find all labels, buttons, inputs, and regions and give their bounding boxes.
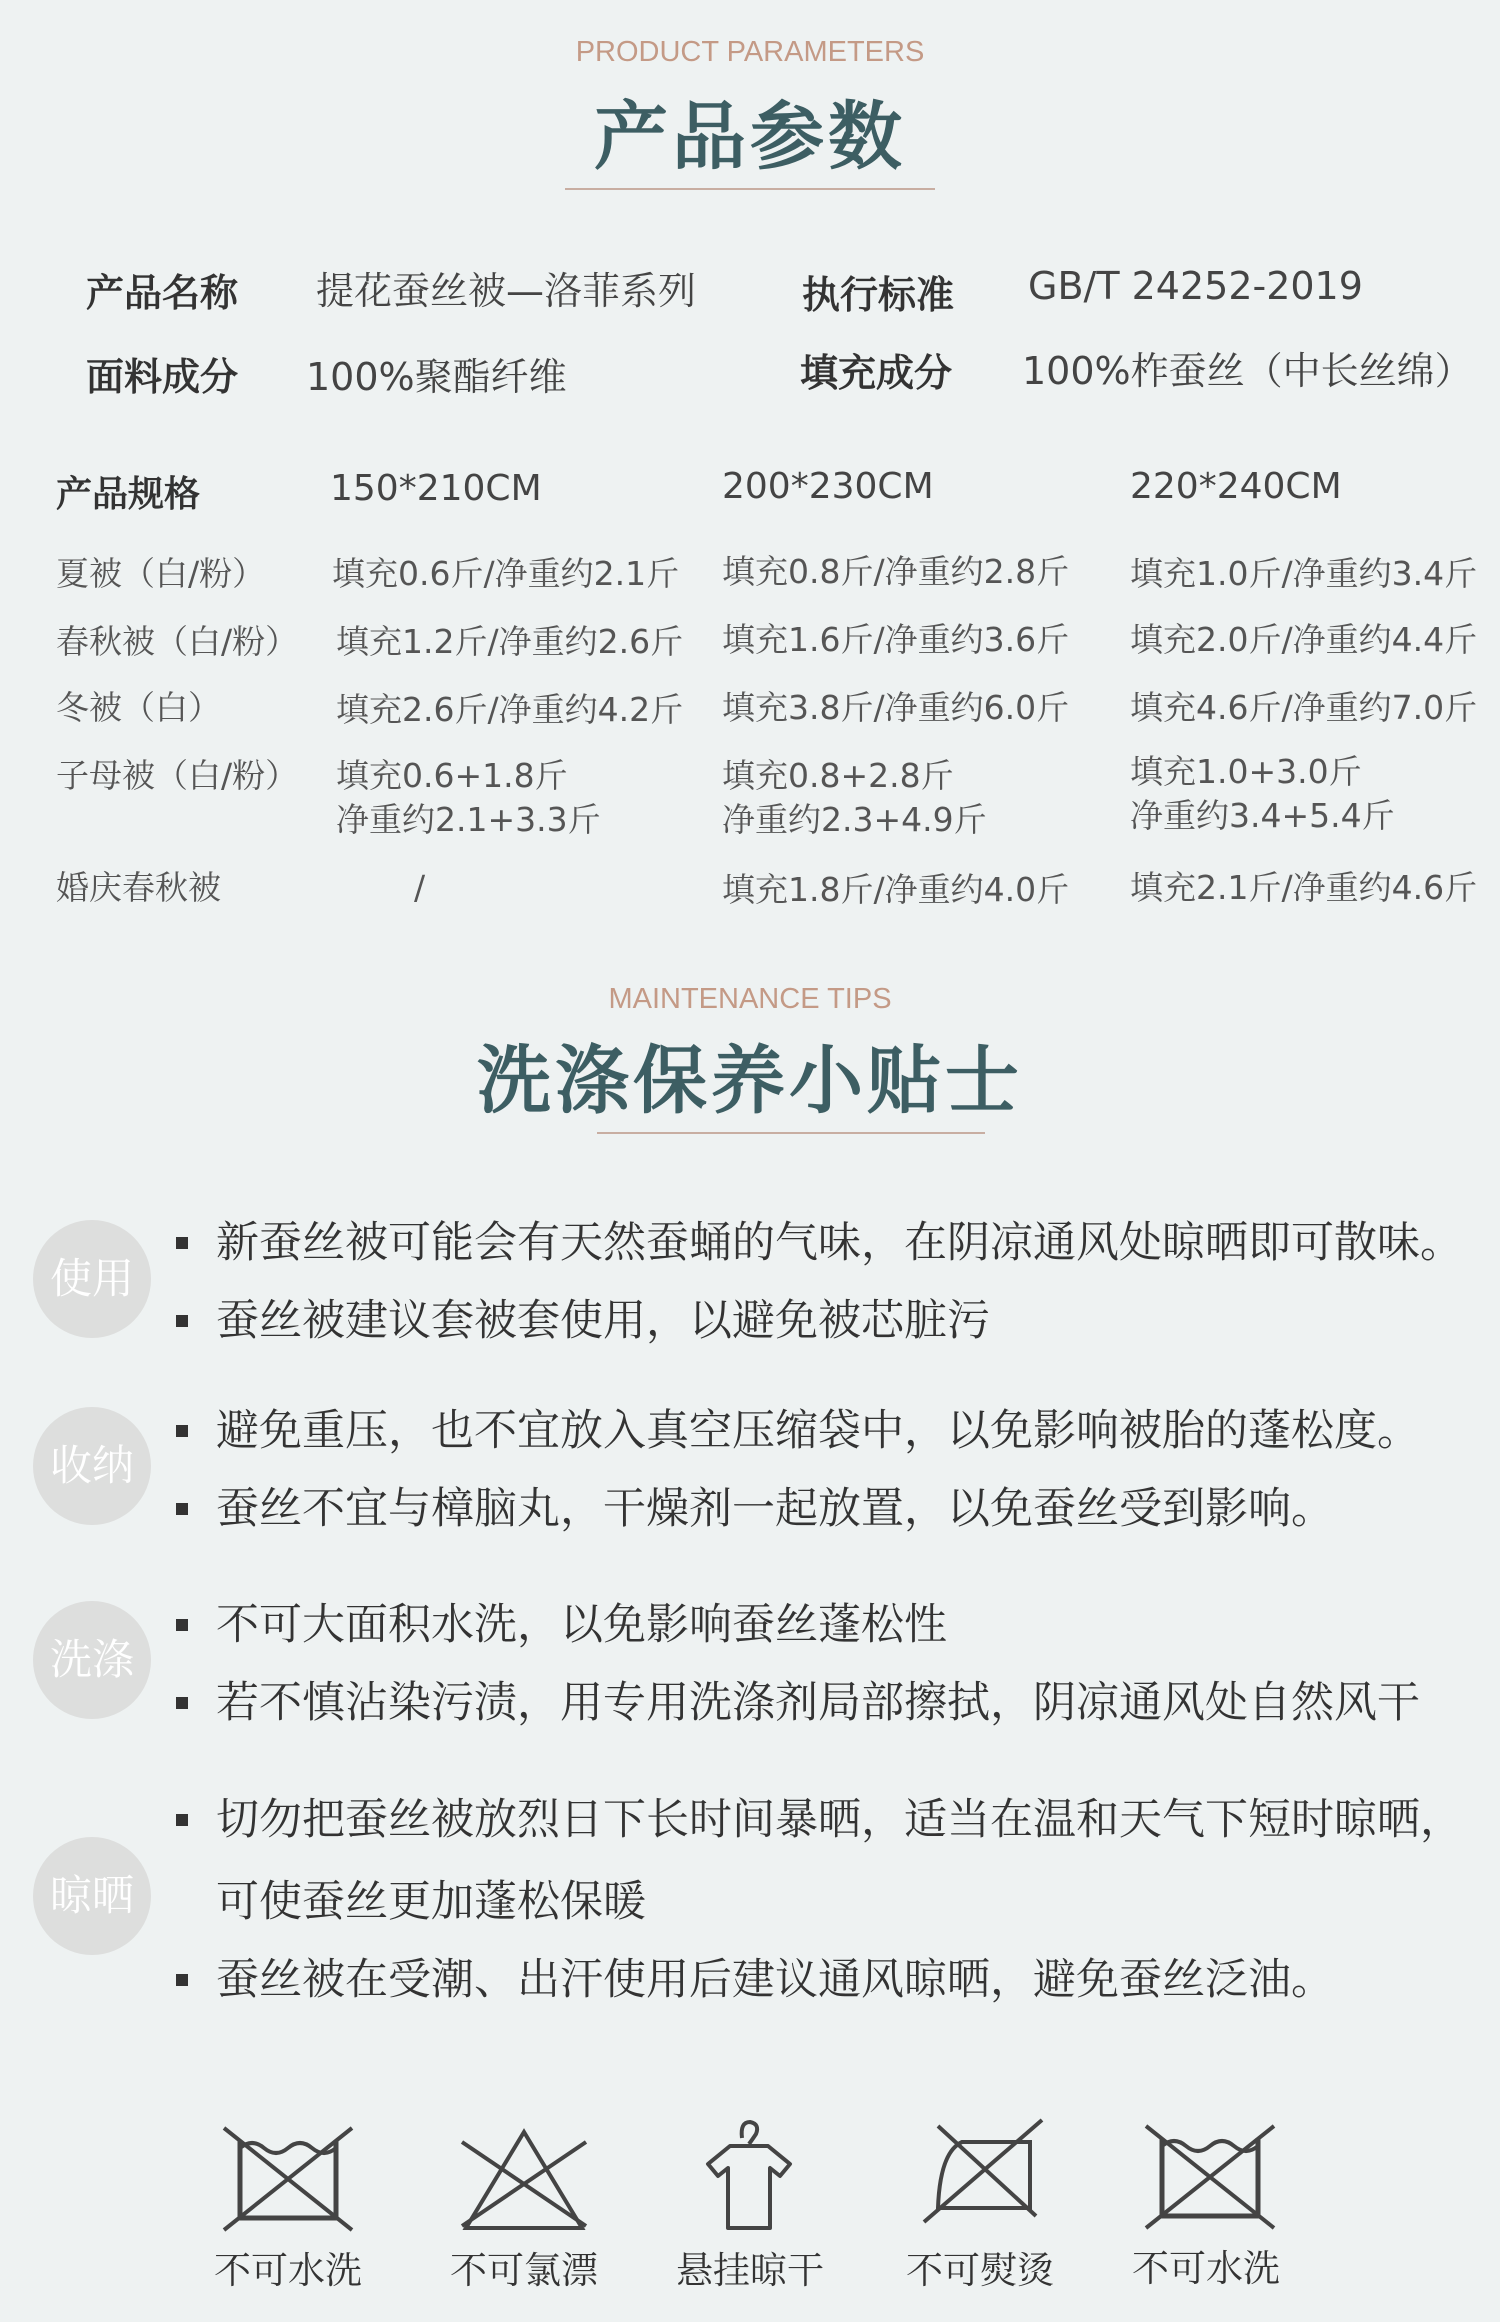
no-wash-icon <box>218 2118 358 2238</box>
care-label: 不可氯漂 <box>450 2249 598 2292</box>
bullet-marker <box>176 1814 188 1826</box>
product-name-value: 提花蚕丝被—洛菲系列 <box>316 269 697 313</box>
filling-value: 100%柞蚕丝（中长丝绵） <box>1022 349 1473 393</box>
spec-cell: 净重约2.1+3.3斤 <box>336 800 601 839</box>
spec-row-name: 冬被（白） <box>56 688 221 727</box>
spec-cell: 填充4.6斤/净重约7.0斤 <box>1130 688 1478 727</box>
bullet-marker <box>176 1315 188 1327</box>
care-label: 不可水洗 <box>214 2249 362 2292</box>
spec-cell: 填充2.0斤/净重约4.4斤 <box>1130 620 1478 659</box>
spec-cell: 填充0.6斤/净重约2.1斤 <box>332 554 680 593</box>
tip-category-badge: 晾晒 <box>33 1837 151 1955</box>
spec-cell: / <box>414 868 426 907</box>
tip-text: 蚕丝不宜与樟脑丸，干燥剂一起放置，以免蚕丝受到影响。 <box>216 1484 1334 1534</box>
standard-value: GB/T 24252-2019 <box>1028 264 1363 308</box>
tip-category-badge: 洗涤 <box>33 1601 151 1719</box>
tips-title: 洗涤保养小贴士 <box>477 1038 1023 1124</box>
spec-cell: 净重约2.3+4.9斤 <box>722 800 987 839</box>
standard-label: 执行标准 <box>802 273 955 317</box>
fabric-value: 100%聚酯纤维 <box>306 355 567 399</box>
tip-text: 蚕丝被建议套被套使用，以避免被芯脏污 <box>216 1296 990 1346</box>
tip-text: 若不慎沾染污渍，用专用洗涤剂局部擦拭，阴凉通风处自然风干 <box>216 1678 1420 1728</box>
tip-category-badge: 收纳 <box>33 1407 151 1525</box>
bullet-marker <box>176 1697 188 1709</box>
tips-title-divider <box>597 1132 985 1134</box>
tip-text: 新蚕丝被可能会有天然蚕蛹的气味，在阴凉通风处晾晒即可散味。 <box>216 1218 1463 1268</box>
hang-dry-icon <box>694 2116 804 2236</box>
no-wash-icon <box>1140 2116 1280 2236</box>
bullet-marker <box>176 1425 188 1437</box>
spec-cell: 填充3.8斤/净重约6.0斤 <box>722 688 1070 727</box>
spec-cell: 填充1.0+3.0斤 <box>1130 752 1362 791</box>
no-iron-icon <box>918 2112 1048 2232</box>
spec-size: 200*230CM <box>722 466 934 507</box>
spec-cell: 填充2.1斤/净重约4.6斤 <box>1130 868 1478 907</box>
params-title: 产品参数 <box>594 94 906 180</box>
care-label: 不可熨烫 <box>906 2249 1054 2292</box>
filling-label: 填充成分 <box>800 351 953 395</box>
tip-text: 不可大面积水洗，以免影响蚕丝蓬松性 <box>216 1600 947 1650</box>
spec-cell: 填充1.0斤/净重约3.4斤 <box>1130 554 1478 593</box>
bullet-marker <box>176 1974 188 1986</box>
product-name-label: 产品名称 <box>86 271 239 315</box>
bullet-marker <box>176 1619 188 1631</box>
spec-cell: 填充0.8斤/净重约2.8斤 <box>722 552 1070 591</box>
spec-size: 220*240CM <box>1130 466 1342 507</box>
care-label: 悬挂晾干 <box>676 2249 824 2292</box>
care-label: 不可水洗 <box>1132 2247 1280 2290</box>
tip-text: 蚕丝被在受潮、出汗使用后建议通风晾晒，避免蚕丝泛油。 <box>216 1955 1334 2005</box>
spec-head: 产品规格 <box>56 474 201 515</box>
spec-cell: 填充1.8斤/净重约4.0斤 <box>722 870 1070 909</box>
spec-cell: 填充1.2斤/净重约2.6斤 <box>336 622 684 661</box>
bullet-marker <box>176 1237 188 1249</box>
spec-cell: 填充0.8+2.8斤 <box>722 756 954 795</box>
spec-row-name: 春秋被（白/粉） <box>56 622 299 661</box>
params-title-divider <box>565 188 935 190</box>
spec-size: 150*210CM <box>330 468 542 509</box>
bullet-marker <box>176 1503 188 1515</box>
spec-cell: 填充2.6斤/净重约4.2斤 <box>336 690 684 729</box>
params-en-title: PRODUCT PARAMETERS <box>575 36 925 68</box>
spec-cell: 填充1.6斤/净重约3.6斤 <box>722 620 1070 659</box>
spec-cell: 净重约3.4+5.4斤 <box>1130 796 1395 835</box>
no-bleach-icon <box>454 2124 594 2239</box>
spec-row-name: 夏被（白/粉） <box>56 554 266 593</box>
fabric-label: 面料成分 <box>86 355 239 399</box>
tip-text: 避免重压，也不宜放入真空压缩袋中，以免影响被胎的蓬松度。 <box>216 1406 1420 1456</box>
spec-row-name: 子母被（白/粉） <box>56 756 299 795</box>
spec-row-name: 婚庆春秋被 <box>56 868 221 907</box>
tip-text: 切勿把蚕丝被放烈日下长时间暴晒，适当在温和天气下短时晾晒， <box>216 1795 1463 1845</box>
tips-en-title: MAINTENANCE TIPS <box>608 983 892 1015</box>
tip-category-badge: 使用 <box>33 1220 151 1338</box>
spec-cell: 填充0.6+1.8斤 <box>336 756 568 795</box>
tip-text-continued: 可使蚕丝更加蓬松保暖 <box>216 1877 646 1927</box>
